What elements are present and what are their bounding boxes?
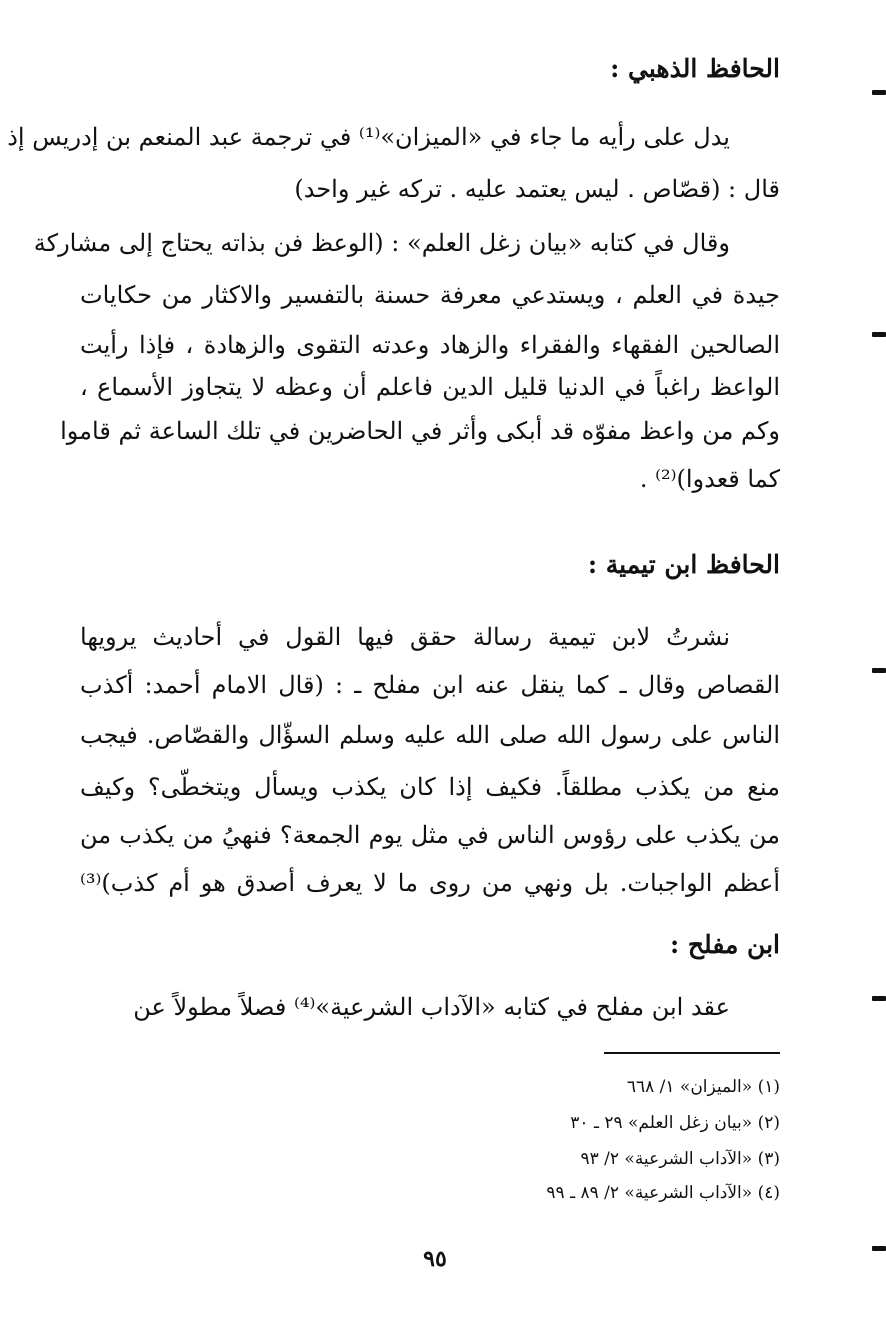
footnote: (٤) «الآداب الشرعية» ٢/ ٨٩ ـ ٩٩ [546,1183,780,1203]
scan-edge-mark [872,996,886,1001]
text-line: القصاص وقال ـ كما ينقل عنه ابن مفلح ـ : (قال الامام أحمد: أكذب [80,671,780,699]
scan-edge-mark [872,668,886,673]
footnote: (٢) «بيان زغل العلم» ٢٩ ـ ٣٠ [570,1113,780,1133]
section-heading-dhahabi: الحافظ الذهبي : [610,54,780,83]
text-line: أعظم الواجبات. بل ونهي من روى ما لا يعرف أصدق هو أم كذب)⁽³⁾ [80,869,780,897]
text-line: الصالحين الفقهاء والفقراء والزهاد وعدته التقوى والزهادة ، فإذا رأيت [80,331,780,359]
scan-edge-mark [872,1246,886,1251]
text-line: منع من يكذب مطلقاً. فكيف إذا كان يكذب ويسأل ويتخطّى؟ وكيف [80,773,780,801]
text-line: من يكذب على رؤوس الناس في مثل يوم الجمعة؟ فنهيُ من يكذب من [80,821,780,849]
text-line: كما قعدوا)⁽²⁾ . [639,465,780,493]
page-number: ٩٥ [423,1246,447,1272]
footnote-divider [604,1052,780,1054]
text-line: جيدة في العلم ، ويستدعي معرفة حسنة بالتفسير والاكثار من حكايات [80,281,780,309]
text-line: نشرتُ لابن تيمية رسالة حقق فيها القول في أحاديث يرويها [80,623,730,651]
text-line: عقد ابن مفلح في كتابه «الآداب الشرعية»⁽⁴⁾ فصلاً مطولاً عن [133,993,730,1021]
text-line: قال : (قصّاص . ليس يعتمد عليه . تركه غير واحد) [294,175,780,203]
section-heading-ibn-taymiyya: الحافظ ابن تيمية : [587,550,780,579]
footnote: (٣) «الآداب الشرعية» ٢/ ٩٣ [580,1149,780,1169]
text-line: وكم من واعظ مفوّه قد أبكى وأثر في الحاضرين في تلك الساعة ثم قاموا [60,417,780,445]
scan-edge-mark [872,332,886,337]
text-line: وقال في كتابه «بيان زغل العلم» : (الوعظ فن بذاته يحتاج إلى مشاركة [33,229,730,257]
footnote: (١) «الميزان» ١/ ٦٦٨ [626,1077,780,1097]
text-line: يدل على رأيه ما جاء في «الميزان»⁽¹⁾ في ترجمة عبد المنعم بن إدريس إذ [7,123,730,151]
scan-edge-mark [872,90,886,95]
text-line: الناس على رسول الله صلى الله عليه وسلم السؤّال والقصّاص. فيجب [80,721,780,749]
text-line: الواعظ راغباً في الدنيا قليل الدين فاعلم أن وعظه لا يتجاوز الأسماع ، [80,373,780,401]
section-heading-ibn-muflih: ابن مفلح : [669,930,780,959]
